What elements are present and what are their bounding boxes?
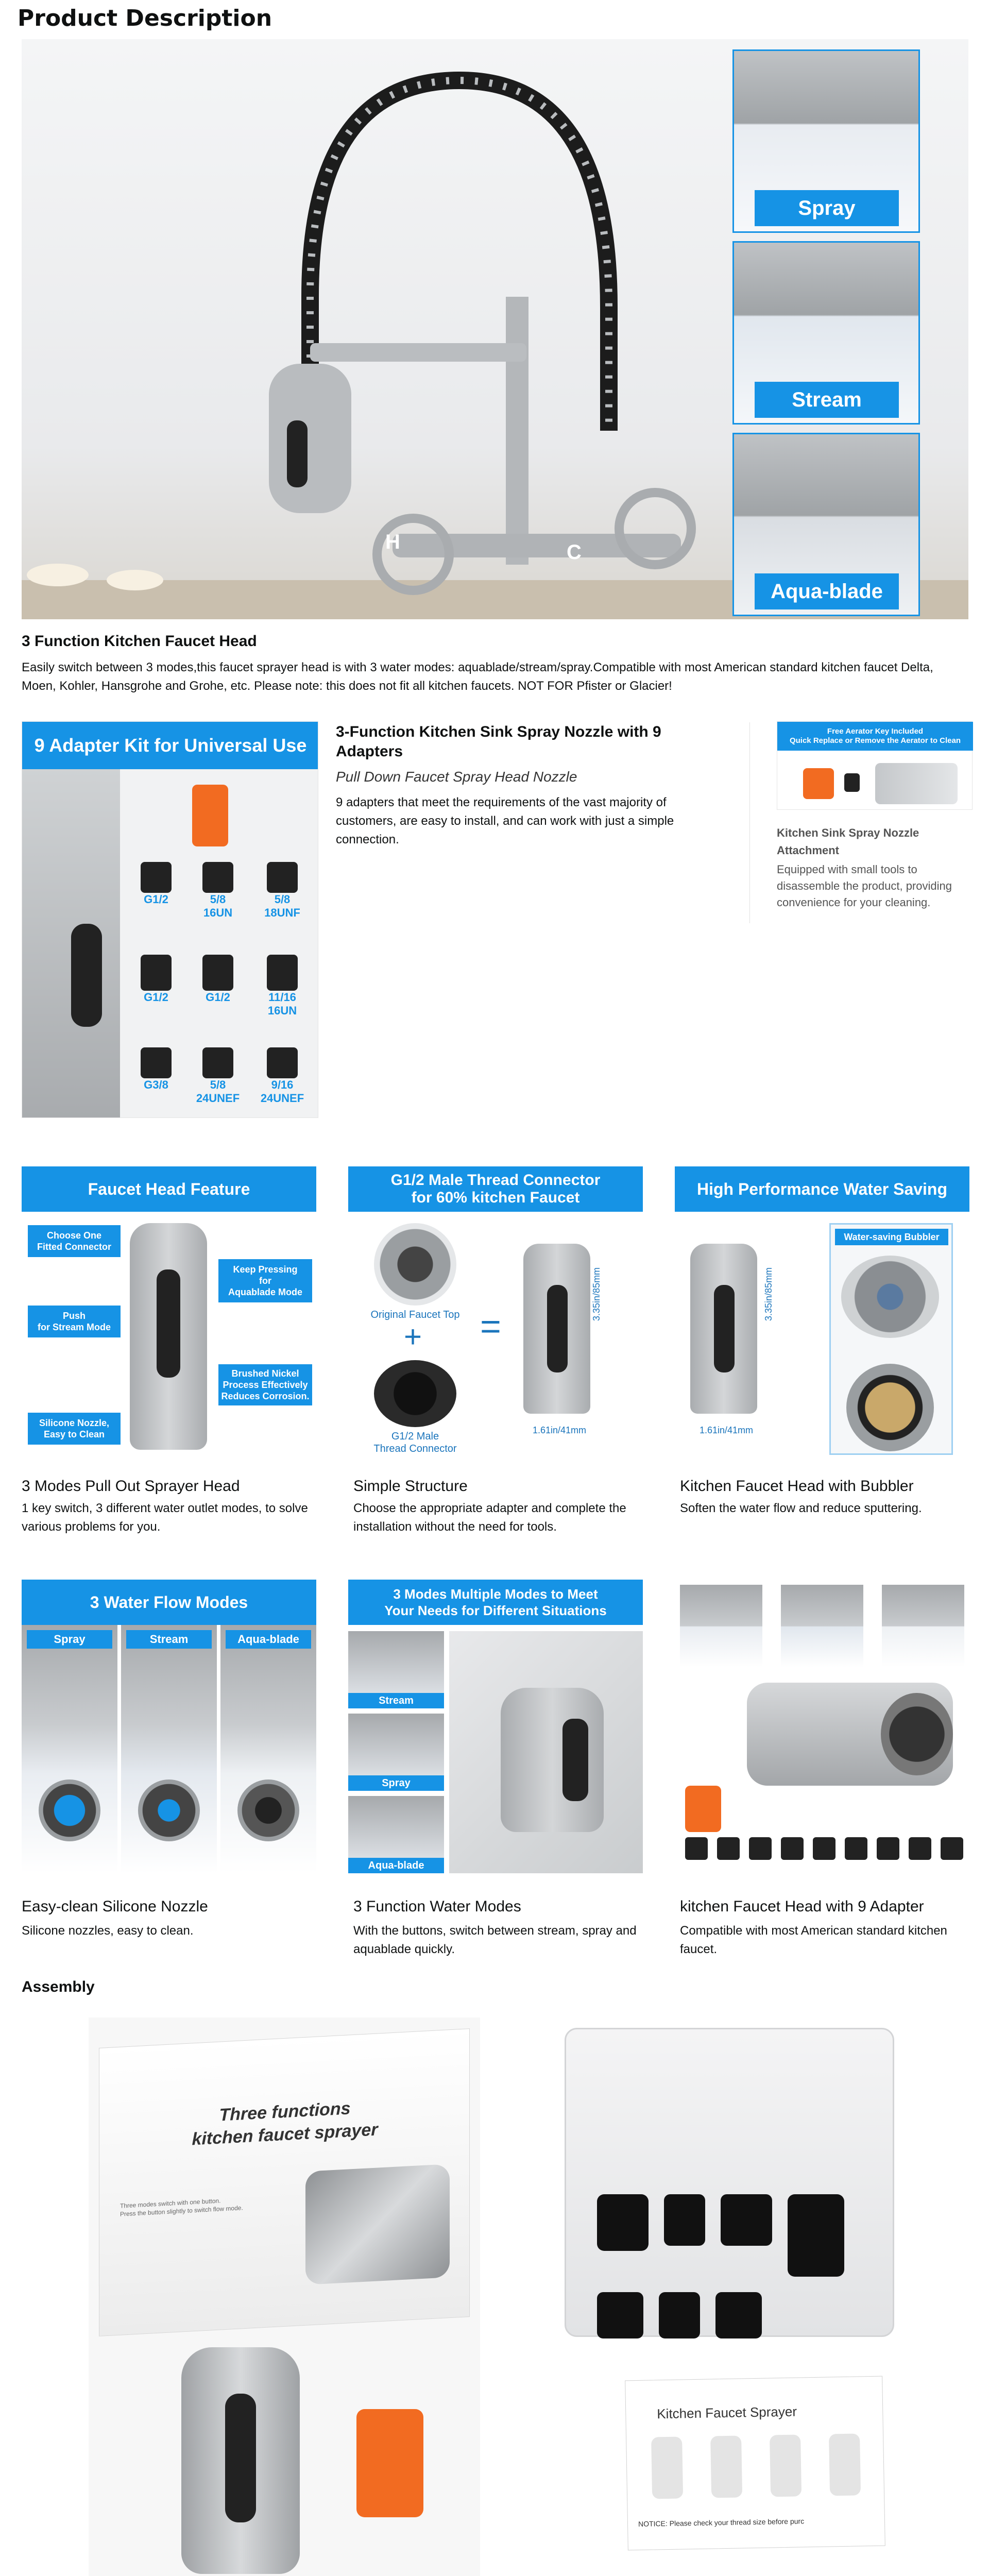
page-title: Product Description	[18, 5, 272, 31]
mode-thumb	[781, 1585, 863, 1667]
mode-photo-aqua-blade	[220, 1625, 316, 1873]
mode-label: Stream	[126, 1630, 212, 1649]
card-title: 3 Function Water Modes	[353, 1898, 521, 1915]
mode-photo-spray	[348, 1714, 444, 1791]
assembly-adapter-box-image	[544, 2018, 915, 2576]
card-banner: High Performance Water Saving	[675, 1166, 969, 1212]
water-saving-image	[675, 1166, 969, 1460]
mode-photo-stream	[121, 1625, 217, 1873]
mode-label: Spray	[27, 1630, 112, 1649]
card-notice: NOTICE: Please check your thread size before purc	[638, 2517, 805, 2528]
adapter-title: 3-Function Kitchen Sink Spray Nozzle with 9 Adapters	[336, 723, 661, 760]
equals-symbol: =	[480, 1306, 501, 1346]
box-small-text: Three modes switch with one button. Press the button slightly to switch flow mode.	[120, 2197, 243, 2218]
side-title: Kitchen Sink Spray Nozzle Attachment	[777, 826, 919, 857]
callout-silicone: Silicone Nozzle, Easy to Clean	[28, 1413, 121, 1445]
adapter-label: 9/16 24UNEF	[260, 1078, 304, 1105]
dimension-width: 1.61in/41mm	[532, 1425, 587, 1435]
connector-label: G1/2 Male Thread Connector	[373, 1431, 457, 1454]
hero-image	[22, 39, 968, 619]
faucet-top-icon	[374, 1223, 456, 1306]
card-banner: 3 Modes Multiple Modes to Meet Your Needs for Different Situations	[348, 1580, 643, 1625]
bubbler-label: Water-saving Bubbler	[835, 1229, 948, 1245]
adapter-row	[685, 1837, 963, 1863]
card-text: Silicone nozzles, easy to clean.	[22, 1924, 194, 1938]
cold-handle-label: C	[567, 541, 582, 564]
card-title: kitchen Faucet Head with 9 Adapter	[680, 1898, 924, 1915]
dimension-height: 3.35in/85mm	[763, 1267, 774, 1321]
dimension-width: 1.61in/41mm	[699, 1425, 754, 1435]
original-top-label: Original Faucet Top	[370, 1309, 460, 1320]
card-banner: 3 Water Flow Modes	[22, 1580, 316, 1625]
intro-text: Easily switch between 3 modes,this faucet sprayer head is with 3 water modes: aquablade/stream/spray.Compatible with most American standard kitchen faucet Delta, Moen, Kohler, Hansgrohe and Grohe, etc. Please note: this does not fit all kitchen faucets. NOT FOR Pfister or Glacier!	[22, 660, 933, 693]
card-banner: G1/2 Male Thread Connector for 60% kitchen Faucet	[348, 1166, 643, 1212]
bubbler-icon	[841, 1256, 939, 1338]
thread-connector-image	[348, 1166, 643, 1460]
mode-label-stream: Stream	[755, 382, 899, 418]
product-box	[99, 2028, 470, 2336]
aerator-key-icon	[803, 768, 834, 799]
mode-thumb	[680, 1585, 762, 1667]
sprayer-photo	[181, 2347, 300, 2574]
adapter-kit-image	[22, 721, 318, 1118]
mode-label-aqua-blade: Aqua-blade	[755, 573, 899, 609]
faucet-head-feature-image	[22, 1166, 316, 1460]
assembly-title: Assembly	[22, 1978, 95, 1995]
sprayer-photo	[22, 769, 120, 1118]
aerator-key-icon	[356, 2409, 423, 2517]
card-title: 3 Modes Pull Out Sprayer Head	[22, 1478, 240, 1495]
side-text: Equipped with small tools to disassemble the product, providing convenience for your cleaning.	[777, 863, 952, 909]
callout-stream: Push for Stream Mode	[28, 1306, 121, 1337]
aerator-key-image	[777, 721, 973, 810]
adapter-label: 5/8 16UN	[203, 893, 233, 919]
sprayer-photo	[690, 1244, 757, 1414]
adapter-label: 5/8 24UNEF	[196, 1078, 240, 1105]
box-title: Three functions kitchen faucet sprayer	[192, 2098, 378, 2149]
instruction-card	[625, 2376, 885, 2551]
mode-label: Aqua-blade	[226, 1630, 311, 1649]
adapter-label: G1/2	[144, 991, 168, 1004]
sprayer-photo	[747, 1683, 953, 1786]
callout-aquablade: Keep Pressing for Aquablade Mode	[218, 1259, 312, 1302]
card-text: Soften the water flow and reduce sputtering.	[680, 1501, 922, 1515]
dimension-height: 3.35in/85mm	[591, 1267, 602, 1321]
hot-handle-label: H	[385, 531, 400, 553]
adapter-subtitle: Pull Down Faucet Spray Head Nozzle	[336, 769, 577, 785]
card-title: Kitchen Faucet Sprayer	[657, 2403, 797, 2422]
connector-icon	[374, 1360, 456, 1427]
aerator-key-icon	[685, 1786, 721, 1832]
mode-photo-aqua-blade	[348, 1796, 444, 1873]
adapter-label: 11/16 16UN	[267, 991, 297, 1017]
card-text: Compatible with most American standard kitchen faucet.	[680, 1924, 947, 1956]
adapter-label: G1/2	[144, 893, 168, 906]
adapter-kit-banner: 9 Adapter Kit for Universal Use	[22, 722, 318, 769]
water-modes-image	[348, 1580, 643, 1873]
mode-thumb	[882, 1585, 964, 1667]
adapter-case	[565, 2028, 894, 2337]
card-text: With the buttons, switch between stream, spray and aquablade quickly.	[353, 1924, 637, 1956]
callout-nickel: Brushed Nickel Process Effectively Reduces Corrosion.	[218, 1364, 312, 1405]
sprayer-side-icon	[875, 763, 958, 804]
callout-connector: Choose One Fitted Connector	[28, 1225, 121, 1257]
mode-label: Aqua-blade	[348, 1858, 444, 1873]
divider	[749, 722, 750, 923]
mode-photo-spray	[22, 1625, 117, 1873]
card-text: Choose the appropriate adapter and complete the installation without the need for tools.	[353, 1501, 626, 1534]
card-title: Easy-clean Silicone Nozzle	[22, 1898, 208, 1915]
mode-panel-stream	[732, 241, 920, 425]
aerator-key-icon	[192, 785, 228, 846]
mode-photo-stream	[348, 1631, 444, 1708]
adapter-label: 5/8 18UNF	[264, 893, 300, 919]
card-title: Kitchen Faucet Head with Bubbler	[680, 1478, 914, 1495]
mode-panel-aqua-blade	[732, 433, 920, 616]
pull-down-faucet-photo	[449, 1631, 643, 1873]
adapter-label: G3/8	[144, 1078, 168, 1091]
adapter-text: 9 adapters that meet the requirements of the vast majority of customers, are easy to install, and can work with just a simple connection.	[336, 795, 674, 846]
card-banner: Faucet Head Feature	[22, 1166, 316, 1212]
sprayer-photo	[523, 1244, 590, 1414]
adapter-grid	[120, 769, 318, 1118]
card-text: 1 key switch, 3 different water outlet modes, to solve various problems for you.	[22, 1501, 308, 1534]
head-with-adapters-image	[675, 1580, 969, 1873]
adapter-label: G1/2	[206, 991, 230, 1004]
aerator-banner: Free Aerator Key Included Quick Replace or Remove the Aerator to Clean	[777, 722, 973, 751]
card-title: Simple Structure	[353, 1478, 468, 1495]
mode-panel-spray	[732, 49, 920, 233]
bubbler-mesh-icon	[846, 1364, 934, 1451]
intro-title: 3 Function Kitchen Faucet Head	[22, 633, 257, 650]
mode-label-spray: Spray	[755, 190, 899, 226]
plus-symbol: +	[404, 1319, 422, 1354]
mode-label: Stream	[348, 1693, 444, 1708]
flow-modes-image	[22, 1580, 316, 1873]
mode-label: Spray	[348, 1775, 444, 1791]
assembly-box-image	[89, 2018, 480, 2576]
aerator-icon	[844, 773, 860, 792]
sprayer-photo	[130, 1223, 207, 1450]
bubbler-panel	[829, 1223, 953, 1455]
